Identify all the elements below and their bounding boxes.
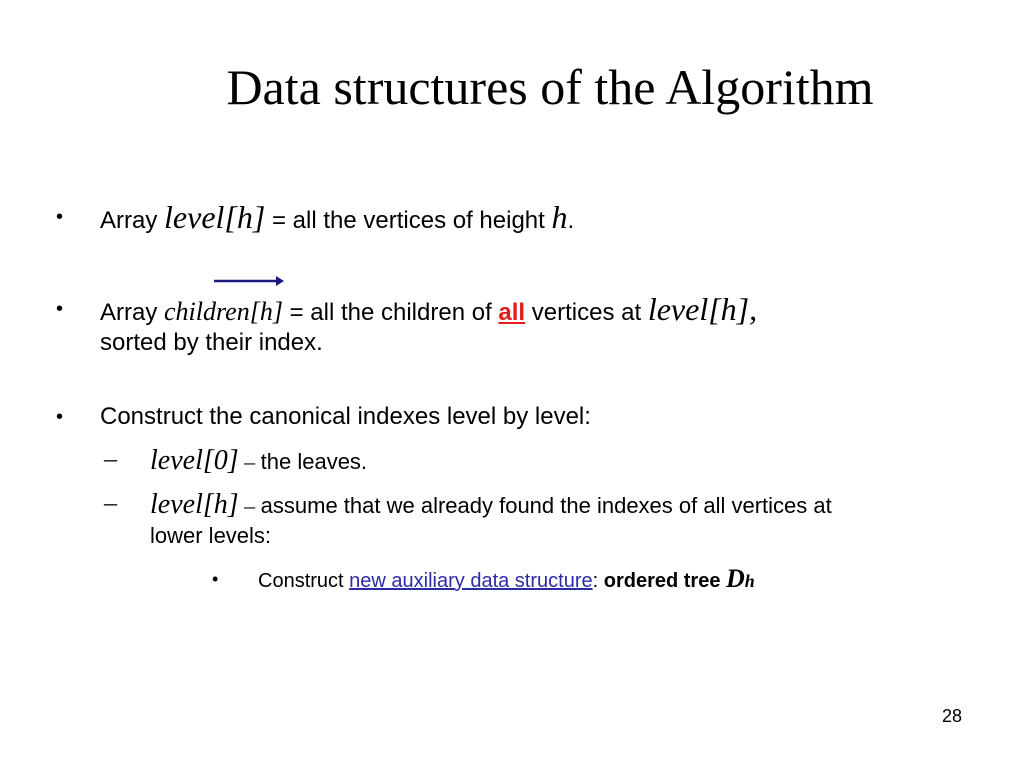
level-h-var: level[h] — [150, 489, 239, 520]
bullet-text: Construct the canonical indexes level by level: — [100, 403, 591, 430]
aux-data-structure-link[interactable]: new auxiliary data structure — [349, 570, 593, 592]
bullet-prefix: Array — [100, 207, 165, 234]
bullet-marker: • — [56, 406, 64, 428]
sub-sep: – — [238, 493, 261, 518]
bullet-eq-text: = all the vertices of height — [265, 207, 552, 234]
bullet-marker: • — [212, 569, 219, 589]
sub-text: assume that we already found the indexes of all vertices at — [260, 493, 832, 518]
h-subscript: h — [744, 571, 755, 591]
sub-text: the leaves. — [260, 449, 368, 474]
sub-bullet-level0 — [104, 444, 368, 477]
bullet-marker: • — [56, 206, 64, 228]
subsub-bullet-construct — [212, 564, 755, 596]
level-h-var: level[h] — [164, 199, 266, 235]
dash-marker: – — [104, 444, 117, 473]
slide-title: Data structures of the Algorithm — [226, 59, 874, 115]
bullet-construct — [56, 402, 591, 432]
vector-arrow-icon — [214, 274, 284, 288]
page-number: 28 — [941, 706, 962, 726]
ordered-tree-label: ordered tree — [603, 570, 726, 592]
bullet-mid-text: vertices at — [525, 299, 648, 326]
level-h-var: level[h], — [647, 291, 758, 327]
d-var: D — [726, 564, 745, 593]
sub-bullet-levelh — [104, 488, 980, 551]
bullet-prefix: Array — [100, 299, 165, 326]
children-h-var: children[h] — [164, 297, 283, 326]
bullet-line2: sorted by their index. — [100, 329, 323, 356]
h-var: h — [551, 199, 568, 235]
level-0-var: level[0] — [150, 445, 239, 476]
sub-sep: – — [238, 449, 261, 474]
subsub-colon: : — [592, 570, 604, 592]
bullet-children-array — [56, 291, 960, 358]
bullet-eq-text: = all the children of — [282, 299, 499, 326]
sub-line2: lower levels: — [150, 523, 272, 548]
subsub-prefix: Construct — [258, 570, 350, 592]
bullet-level-array — [56, 199, 575, 236]
all-emphasis: all — [498, 299, 526, 326]
bullet-end: . — [567, 207, 575, 234]
bullet-marker: • — [56, 298, 64, 320]
dash-marker: – — [104, 488, 117, 517]
